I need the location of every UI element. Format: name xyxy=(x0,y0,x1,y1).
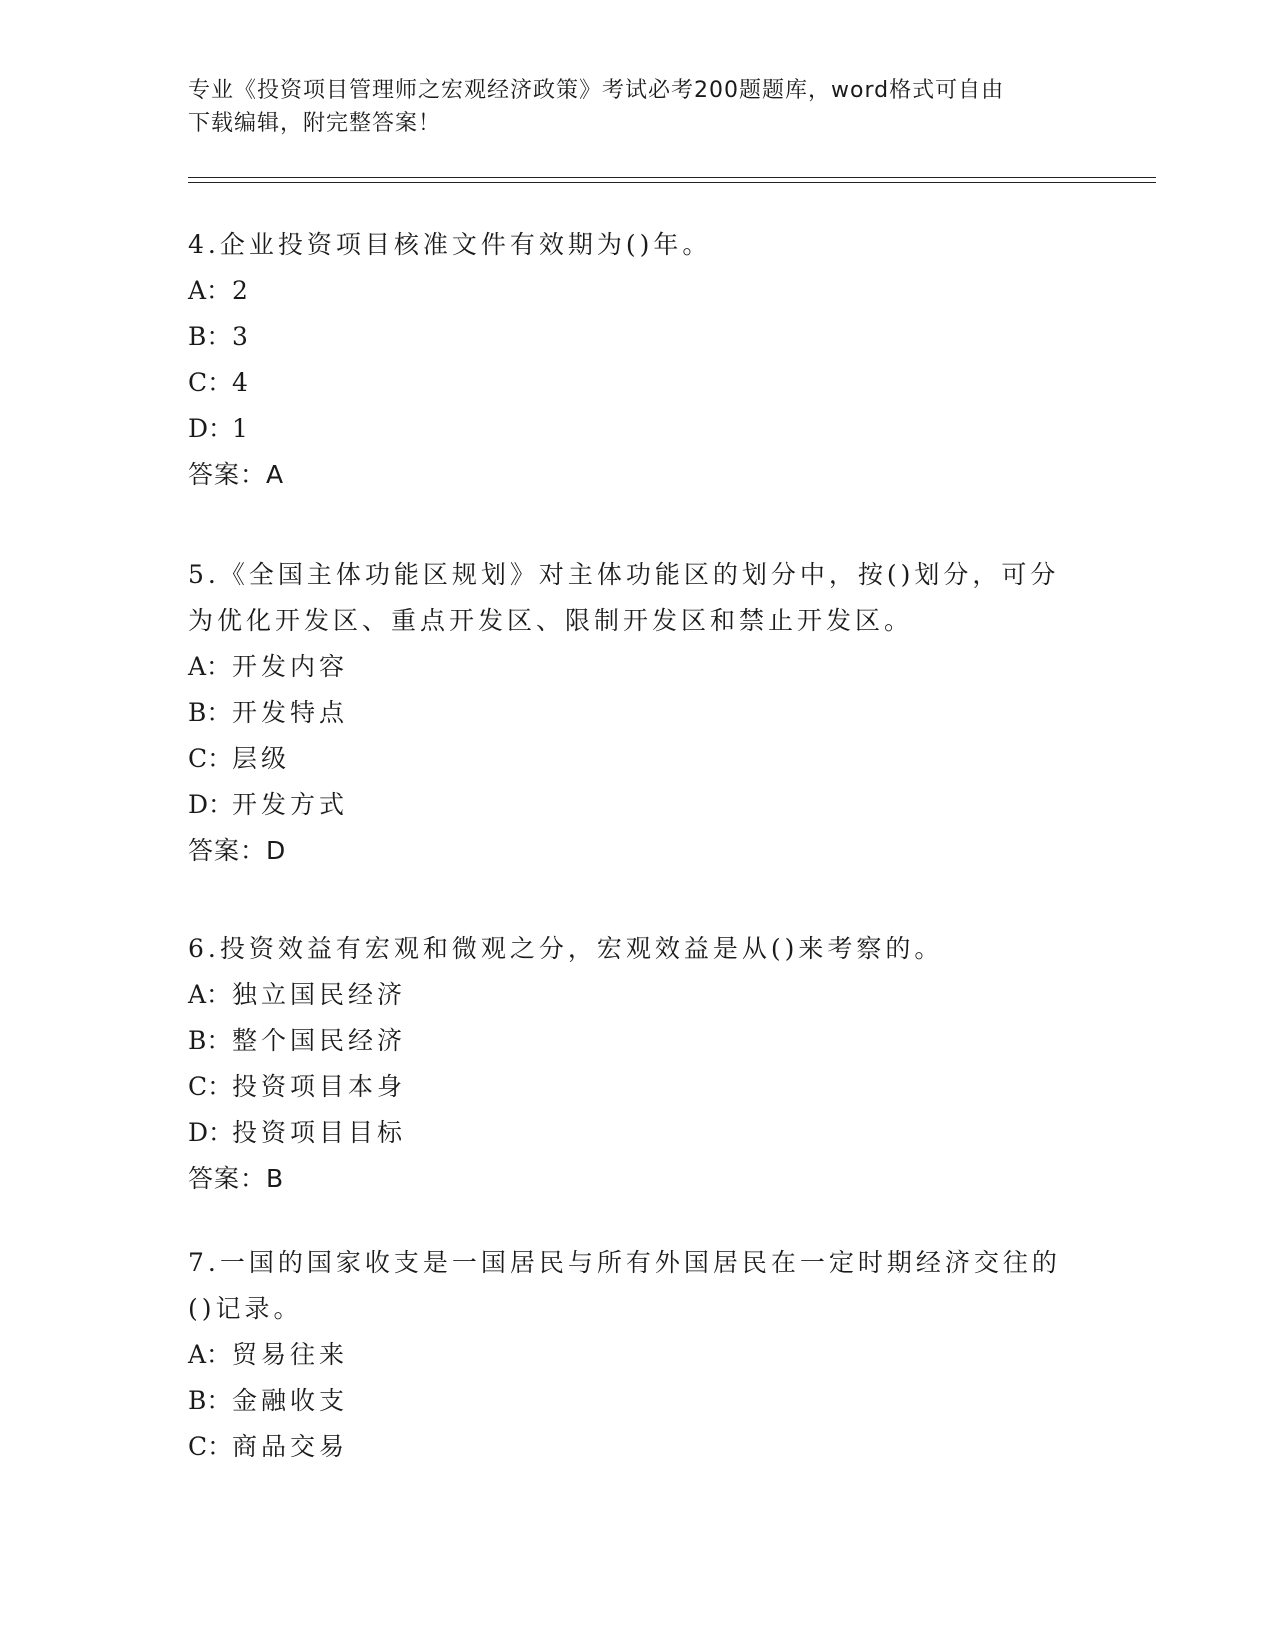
answer-line: 答案：A xyxy=(188,460,285,489)
option-b xyxy=(188,1018,1088,1064)
option-letter: D： xyxy=(188,1118,234,1147)
question-stem-line-1: 5.《全国主体功能区规划》对主体功能区的划分中，按()划分，可分 xyxy=(188,560,1060,589)
option-d xyxy=(188,1110,1088,1156)
option-text: 金融收支 xyxy=(232,1386,349,1415)
option-letter: C： xyxy=(188,1432,233,1461)
option-letter: A： xyxy=(188,980,232,1009)
option-letter: B： xyxy=(188,698,232,727)
question-stem-line-2: ()记录。 xyxy=(188,1294,303,1323)
option-letter: D： xyxy=(188,790,234,819)
option-text: 开发内容 xyxy=(232,652,349,681)
option-letter: B： xyxy=(188,322,232,351)
header-line-1: 专业《投资项目管理师之宏观经济政策》考试必考200题题库，word格式可自由 xyxy=(188,78,1005,103)
option-text: 4 xyxy=(232,368,252,397)
option-c xyxy=(188,736,1088,782)
option-c xyxy=(188,1424,1088,1470)
question-5 xyxy=(188,552,1088,874)
option-letter: B： xyxy=(188,1386,232,1415)
option-text: 开发特点 xyxy=(232,698,349,727)
option-letter: C： xyxy=(188,368,233,397)
option-d xyxy=(188,782,1088,828)
option-letter: A： xyxy=(188,1340,232,1369)
option-letter: A： xyxy=(188,652,232,681)
option-text: 独立国民经济 xyxy=(232,980,407,1009)
question-7 xyxy=(188,1240,1088,1470)
option-text: 贸易往来 xyxy=(232,1340,349,1369)
option-letter: A： xyxy=(188,276,232,305)
option-b xyxy=(188,314,1088,360)
document-header xyxy=(188,74,1088,140)
header-line-2: 下载编辑，附完整答案！ xyxy=(188,111,442,136)
question-stem-line-2: 为优化开发区、重点开发区、限制开发区和禁止开发区。 xyxy=(188,606,914,635)
option-d xyxy=(188,406,1088,452)
option-text: 整个国民经济 xyxy=(232,1026,407,1055)
answer-line: 答案：D xyxy=(188,836,287,865)
option-text: 开发方式 xyxy=(232,790,349,819)
option-c xyxy=(188,1064,1088,1110)
option-text: 1 xyxy=(232,414,252,443)
option-b xyxy=(188,690,1088,736)
option-c xyxy=(188,360,1088,406)
header-divider-bottom xyxy=(188,182,1156,183)
option-text: 投资项目目标 xyxy=(232,1118,407,1147)
option-text: 2 xyxy=(232,276,252,305)
answer-line: 答案：B xyxy=(188,1164,285,1193)
option-letter: B： xyxy=(188,1026,232,1055)
option-text: 投资项目本身 xyxy=(232,1072,407,1101)
option-letter: D： xyxy=(188,414,234,443)
option-a xyxy=(188,972,1088,1018)
option-a xyxy=(188,268,1088,314)
option-text: 层级 xyxy=(232,744,291,773)
option-a xyxy=(188,1332,1088,1378)
option-text: 3 xyxy=(232,322,252,351)
option-text: 商品交易 xyxy=(232,1432,349,1461)
option-b xyxy=(188,1378,1088,1424)
option-letter: C： xyxy=(188,1072,233,1101)
header-divider-top xyxy=(188,177,1156,178)
question-4 xyxy=(188,222,1088,498)
question-stem: 6.投资效益有宏观和微观之分，宏观效益是从()来考察的。 xyxy=(188,934,944,963)
question-stem: 4.企业投资项目核准文件有效期为()年。 xyxy=(188,230,712,259)
option-a xyxy=(188,644,1088,690)
question-stem-line-1: 7.一国的国家收支是一国居民与所有外国居民在一定时期经济交往的 xyxy=(188,1248,1061,1277)
option-letter: C： xyxy=(188,744,233,773)
question-6 xyxy=(188,926,1088,1202)
